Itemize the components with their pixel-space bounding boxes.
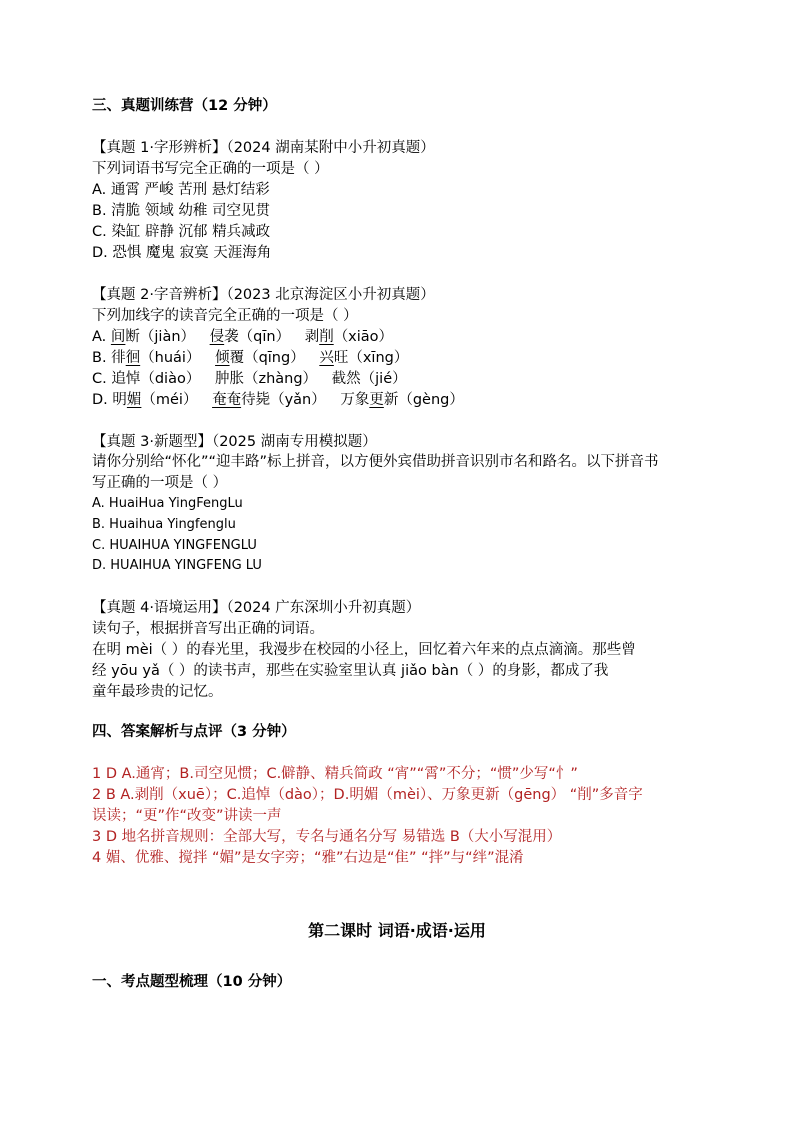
answer-3: 3 D 地名拼音规则：全部大写，专名与通名分写 易错选 B（大小写混用） (92, 829, 562, 845)
answer-1: 1 D A.通宵；B.司空见惯；C.僻静、精兵简政 “宵”“霄”不分；“惯”少写“忄” (92, 766, 578, 782)
q3-option-d: D. HUAIHUA YINGFENG LU (92, 558, 262, 573)
option-label: C. (92, 371, 107, 387)
word-start: 万象 (340, 392, 370, 408)
underlined-char: 削 (319, 329, 334, 345)
underlined-char: 间 (110, 329, 126, 345)
q3-stem-line2: 写正确的一项是（ ） (92, 475, 228, 491)
word-rest: 断（jiàn） (125, 329, 196, 345)
word-rest: （méi） (141, 392, 198, 408)
underlined-char: 侵 (209, 329, 225, 345)
underlined-char: 倾 (215, 350, 230, 366)
q1-title: 【真题 1·字形辨析】（2024 湖南某附中小升初真题） (92, 140, 435, 156)
q1-option-c: C. 染缸 辟静 沉郁 精兵减政 (92, 224, 271, 240)
underlined-char: 徊 (125, 350, 141, 366)
word-rest: 待毙（yǎn） (241, 392, 326, 408)
q2-title: 【真题 2·字音辨析】（2023 北京海淀区小升初真题） (92, 287, 435, 303)
q2-option-c (92, 369, 407, 389)
q3-option-b: B. Huaihua Yingfenglu (92, 517, 236, 532)
word-rest: 覆（qīng） (229, 350, 305, 366)
q1-stem: 下列词语书写完全正确的一项是（ ） (92, 161, 329, 177)
q2-option-b (92, 348, 408, 368)
word-start: 明 (112, 392, 127, 408)
underlined-char: 更 (369, 392, 384, 408)
q1-option-a: A. 通霄 严峻 苦刑 悬灯结彩 (92, 182, 270, 198)
q1-option-b: B. 清脆 领域 幼稚 司空见贯 (92, 203, 270, 219)
option-label: D. (92, 392, 108, 408)
section-heading-1: 一、考点题型梳理（10 分钟） (92, 974, 292, 990)
word: 肿胀（zhàng） (214, 371, 318, 387)
word-rest: （huái） (140, 350, 201, 366)
word: 截然（jié） (331, 371, 407, 387)
option-label: A. (92, 329, 107, 345)
word-start: 徘 (111, 350, 126, 366)
underlined-char: 兴 (319, 350, 334, 366)
underlined-char: 媚 (126, 392, 142, 408)
q4-title: 【真题 4·语境运用】（2024 广东深圳小升初真题） (92, 600, 421, 616)
q3-option-c: C. HUAIHUA YINGFENGLU (92, 538, 257, 553)
word-rest: 袭（qīn） (224, 329, 291, 345)
answer-2: 2 B A.剥削（xuē）；C.追悼（dào）；D.明媚（mèi）、万象更新（gēng） “削”多音字 (92, 787, 643, 803)
q3-option-a: A. HuaiHua YingFengLu (92, 496, 243, 511)
word-rest: 旺（xīng） (333, 350, 409, 366)
word-rest: （xiāo） (333, 329, 394, 345)
q4-passage-line3: 童年最珍贵的记忆。 (92, 684, 223, 700)
section-heading-4: 四、答案解析与点评（3 分钟） (92, 724, 296, 740)
underlined-char: 奄奄 (212, 392, 242, 408)
q1-option-d: D. 恐惧 魔鬼 寂寞 天涯海角 (92, 245, 272, 261)
word: 追悼（diào） (111, 371, 201, 387)
option-label: B. (92, 350, 107, 366)
q4-stem: 读句子，根据拼音写出正确的词语。 (92, 621, 324, 637)
answer-2-continued: 误读；“更”作“改变”讲读一声 (92, 808, 282, 824)
lesson-title: 第二课时 词语·成语·运用 (308, 921, 486, 940)
q3-title: 【真题 3·新题型】（2025 湖南专用模拟题） (92, 434, 377, 450)
word-rest: 新（gèng） (383, 392, 464, 408)
section-heading-3: 三、真题训练营（12 分钟） (92, 98, 277, 114)
q3-stem-line1: 请你分别给“怀化”“迎丰路”标上拼音，以方便外宾借助拼音识别市名和路名。以下拼音书 (92, 454, 659, 470)
q4-passage-line2: 经 yōu yǎ（ ）的读书声，那些在实验室里认真 jiǎo bàn（ ）的身影，都成了我 (92, 663, 609, 679)
q2-stem: 下列加线字的读音完全正确的一项是（ ） (92, 308, 358, 324)
q2-option-a (92, 327, 393, 347)
q4-passage-line1: 在明 mèi（ ）的春光里，我漫步在校园的小径上，回忆着六年来的点点滴滴。那些曾 (92, 642, 636, 658)
answer-4: 4 媚、优雅、搅拌 “媚”是女字旁；“雅”右边是“隹” “拌”与“绊”混淆 (92, 850, 524, 866)
word-start: 剥 (304, 329, 320, 345)
q2-option-d (92, 390, 464, 410)
